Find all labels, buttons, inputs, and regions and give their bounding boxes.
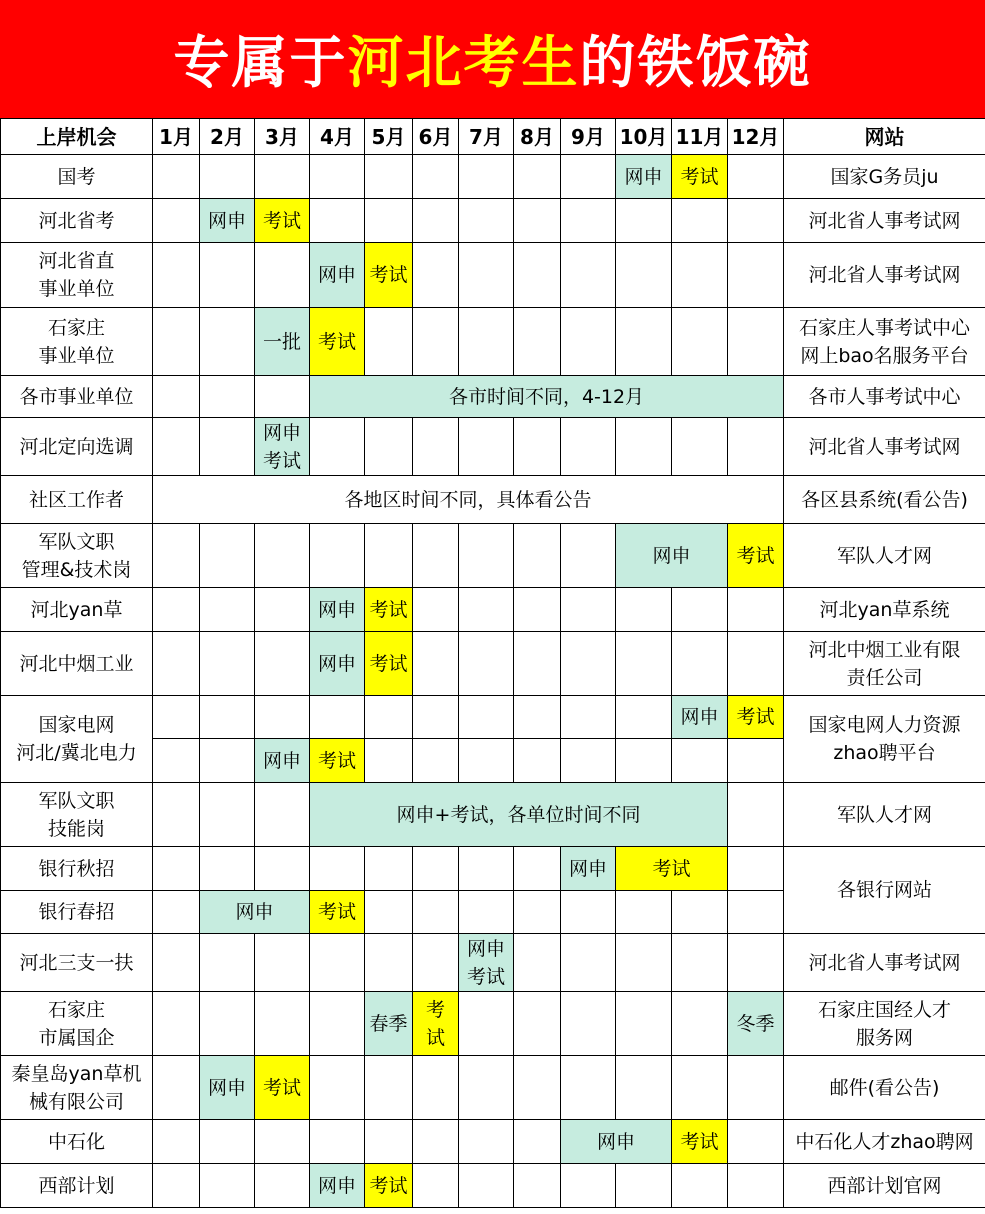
header-row [1,119,985,155]
row-site: 河北省人事考试网 [784,418,985,476]
row-name: 西部计划 [1,1164,153,1208]
table-row [1,847,985,891]
header-month: 9月 [561,119,616,155]
row-name: 河北省直 事业单位 [1,243,153,308]
title-banner [0,0,985,118]
row-site: 各区县系统(看公告) [784,476,985,524]
table-row [1,308,985,376]
row-name: 军队文职 管理&技术岗 [1,524,153,588]
table-row [1,199,985,243]
header-month: 5月 [365,119,413,155]
row-site: 中石化人才zhao聘网 [784,1120,985,1164]
table-row [1,418,985,476]
row-name: 河北yan草 [1,588,153,632]
row-name: 社区工作者 [1,476,153,524]
online-exam-cell: 网申 考试 [255,418,310,476]
header-month: 4月 [310,119,365,155]
winter-cell: 冬季 [728,992,784,1056]
row-name: 国考 [1,155,153,199]
online-cell: 网申 [255,739,310,783]
span-note-cell: 各地区时间不同，具体看公告 [153,476,784,524]
row-site: 各市人事考试中心 [784,376,985,418]
table-row [1,588,985,632]
page-title [174,19,812,99]
online-cell: 网申 [561,847,616,891]
exam-cell: 考试 [310,308,365,376]
exam-cell: 考试 [672,155,728,199]
header-month: 8月 [514,119,561,155]
row-name: 石家庄 事业单位 [1,308,153,376]
online-cell: 网申 [200,1056,255,1120]
table-row [1,783,985,847]
exam-cell: 考试 [672,1120,728,1164]
online-cell: 网申 [310,1164,365,1208]
table-row [1,1164,985,1208]
header-month: 6月 [413,119,459,155]
table-row [1,476,985,524]
exam-cell: 考试 [728,524,784,588]
header-month: 1月 [153,119,200,155]
row-name: 国家电网 河北/冀北电力 [1,696,153,783]
batch-cell: 一批 [255,308,310,376]
exam-cell: 考 试 [413,992,459,1056]
row-site: 河北yan草系统 [784,588,985,632]
header-month: 11月 [672,119,728,155]
header-site: 网站 [784,119,985,155]
row-site: 国家电网人力资源 zhao聘平台 [784,696,985,783]
row-name: 河北三支一扶 [1,934,153,992]
row-name: 河北定向选调 [1,418,153,476]
header-month: 2月 [200,119,255,155]
exam-cell: 考试 [365,632,413,696]
row-name: 河北省考 [1,199,153,243]
online-cell: 网申 [616,524,728,588]
header-month: 10月 [616,119,672,155]
row-site: 邮件(看公告) [784,1056,985,1120]
table-row [1,632,985,696]
table-row [1,992,985,1056]
row-site: 军队人才网 [784,524,985,588]
table-row [1,243,985,308]
row-name: 军队文职 技能岗 [1,783,153,847]
online-cell: 网申 [616,155,672,199]
table-row [1,696,985,739]
row-site: 河北中烟工业有限 责任公司 [784,632,985,696]
exam-cell: 考试 [255,1056,310,1120]
header-month: 12月 [728,119,784,155]
table-row [1,1056,985,1120]
span-note-cell: 网申+考试，各单位时间不同 [310,783,728,847]
table-row [1,934,985,992]
spring-cell: 春季 [365,992,413,1056]
row-site: 西部计划官网 [784,1164,985,1208]
table-row [1,1120,985,1164]
row-name: 石家庄 市属国企 [1,992,153,1056]
exam-cell: 考试 [728,696,784,739]
row-name: 中石化 [1,1120,153,1164]
row-site: 河北省人事考试网 [784,243,985,308]
online-exam-cell: 网申 考试 [459,934,514,992]
exam-cell: 考试 [255,199,310,243]
row-name: 河北中烟工业 [1,632,153,696]
row-name: 银行秋招 [1,847,153,891]
online-cell: 网申 [200,891,310,934]
row-site: 国家G务员ju [784,155,985,199]
header-month: 3月 [255,119,310,155]
row-site: 河北省人事考试网 [784,199,985,243]
online-cell: 网申 [200,199,255,243]
row-name: 秦皇岛yan草机 械有限公司 [1,1056,153,1120]
exam-cell: 考试 [310,891,365,934]
header-month: 7月 [459,119,514,155]
row-name: 各市事业单位 [1,376,153,418]
row-name: 银行春招 [1,891,153,934]
online-cell: 网申 [310,243,365,308]
header-name: 上岸机会 [1,119,153,155]
row-site: 河北省人事考试网 [784,934,985,992]
title-part1: 专属于 [173,31,348,96]
table-row [1,524,985,588]
title-highlight: 河北考生 [347,31,580,96]
online-cell: 网申 [310,632,365,696]
exam-cell: 考试 [616,847,728,891]
title-part2: 的铁饭碗 [579,31,812,96]
row-site: 军队人才网 [784,783,985,847]
row-site: 各银行网站 [784,847,985,934]
exam-cell: 考试 [365,588,413,632]
online-cell: 网申 [310,588,365,632]
table-row [1,155,985,199]
table-row [1,376,985,418]
online-cell: 网申 [561,1120,672,1164]
row-site: 石家庄人事考试中心 网上bao名服务平台 [784,308,985,376]
exam-cell: 考试 [365,243,413,308]
online-cell: 网申 [672,696,728,739]
row-site: 石家庄国经人才 服务网 [784,992,985,1056]
exam-cell: 考试 [310,739,365,783]
span-note-cell: 各市时间不同，4-12月 [310,376,784,418]
exam-cell: 考试 [365,1164,413,1208]
schedule-table [0,118,985,1208]
